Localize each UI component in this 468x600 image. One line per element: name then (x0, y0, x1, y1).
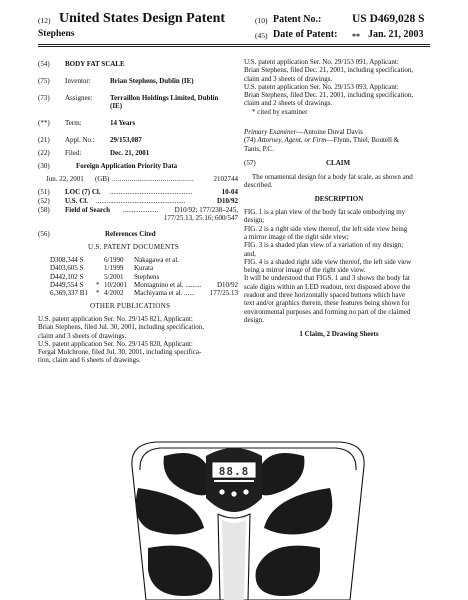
lcd-digits: 88.8 (218, 465, 250, 478)
publication-line: Fergal Mulchrone, filed Jul. 30, 2001, including specifica- (38, 348, 202, 357)
publication-line: U.S. patent application Ser. No. 29/145 820, Applicant: (38, 339, 193, 348)
inventor-surname: Stephens (38, 29, 75, 39)
button-left (219, 489, 225, 495)
filed-label: Filed: (65, 149, 82, 157)
refs-code: (56) (38, 230, 50, 238)
appl-code: (21) (38, 136, 50, 144)
description-line: FIG. 3 is a shaded plan view of a variation of my design; (244, 241, 404, 250)
foreign-date: Jun. 22, 2001 (46, 175, 84, 183)
description-line: design; (244, 216, 265, 225)
attorney-code: (74) (244, 136, 256, 145)
us-doc-name: Machiyama et al. ...... (134, 289, 195, 298)
description-line: a mirror image of the right side view; (244, 232, 349, 241)
term-value: 14 Years (110, 119, 136, 127)
description-line: readout and three horizontally spaced buttons which have (244, 291, 406, 300)
assignee-country: (IE) (110, 102, 123, 111)
description-line: and, (244, 249, 256, 258)
publication-line: U.S. patent application Ser. No. 29/145 821, Applicant: (38, 315, 193, 323)
date-code: (45) (255, 31, 268, 40)
description-line: FIG. 1 is a plan view of the body fat scale embodying my (244, 208, 406, 217)
us-doc-date: 4/2002 (104, 289, 124, 298)
foot-pad-top-left (164, 453, 213, 495)
cited-note: * cited by examiner (252, 107, 308, 116)
us-doc-number: 6,369,337 B1 (50, 289, 88, 298)
us-doc-number: D403,605 S (50, 264, 84, 273)
us-class-label: U.S. Cl. (65, 197, 88, 205)
foreign-heading: Foreign Application Priority Data (76, 162, 178, 170)
us-doc-number: D449,554 S (50, 280, 84, 289)
assignee-value: Terraillon Holdings Limited, Dublin (110, 94, 219, 102)
publication-line: U.S. patent application Ser. No. 29/153 093, Applicant: (244, 82, 399, 91)
examiner-value: —Antoine Duval Davis (296, 127, 363, 136)
us-doc-number: D308,344 S (50, 256, 84, 264)
field-value: D10/92; 177/238–245, (174, 206, 238, 214)
field-label: Field of Search (65, 206, 110, 214)
publication-line: claim and 2 sheets of drawings. (244, 99, 333, 108)
patent-number: US D469,028 S (352, 13, 425, 25)
us-doc-date: 10/2001 (104, 280, 127, 289)
us-class-dots: ................................................... (96, 197, 186, 205)
electrode-right (264, 488, 332, 535)
us-class-value: D10/92 (217, 197, 238, 205)
loc-label: LOC (7) Cl. (65, 188, 101, 196)
us-doc-class: 177/25.13 (209, 289, 238, 298)
assignee-label: Assignee: (65, 94, 93, 102)
us-doc-class: D10/92 (217, 280, 238, 289)
loc-value: 10-04 (221, 188, 238, 196)
refs-heading: References Cited (105, 230, 156, 238)
us-doc-mark: * (96, 289, 100, 298)
us-doc-name: Nakagawa et al. (134, 256, 179, 264)
us-doc-name: Stephens (134, 272, 160, 281)
field-dots: .................... (123, 206, 158, 214)
attorney-label: Attorney, Agent, or Firm (257, 136, 327, 145)
us-doc-name: Montagnino et al. ......... (134, 280, 202, 289)
loc-dots: ............................................... (110, 188, 193, 196)
appl-label: Appl. No.: (65, 136, 95, 144)
publication-line: Brian Stephens, filed Jul. 30, 2001, including specification, (38, 323, 205, 332)
field-value-cont: 177/25.13, 25.16; 600/547 (163, 214, 238, 223)
description-line: text and/or graphics therein, these features being shown for (244, 299, 410, 308)
publication-line: claim and 3 sheets of drawings. (38, 331, 127, 340)
foreign-country: (GB) (95, 175, 110, 183)
patent-title: BODY FAT SCALE (65, 60, 125, 68)
patent-no-code: (10) (255, 16, 268, 25)
publication-line: Brian Stephens, filed Dec. 21, 2001, including specification, (244, 66, 414, 75)
field-code: (58) (38, 206, 50, 214)
us-docs-heading: U.S. PATENT DOCUMENTS (88, 243, 180, 251)
foreign-dots: .......................................... (112, 175, 194, 183)
claim-text-cont: described. (244, 181, 273, 190)
description-line: scale digits within an LED readout, text disposed above the (244, 282, 411, 291)
document-title: United States Design Patent (59, 11, 226, 26)
inventor-value: Brian Stephens, Dublin (IE) (110, 77, 194, 85)
button-center (231, 491, 237, 497)
us-class-code: (52) (38, 197, 50, 205)
examiner-label: Primary Examiner (244, 127, 297, 136)
description-line: FIG. 2 is a right side view thereof, the left side view being (244, 224, 408, 233)
term-code: (**) (38, 119, 50, 127)
claims-count-text: 1 Claim, 2 Drawing Sheets (299, 330, 379, 339)
date-label: Date of Patent: (273, 29, 338, 40)
inventor-label: Inventor: (65, 77, 91, 85)
foot-pad-top-right (256, 453, 305, 495)
assignee-code: (73) (38, 94, 50, 102)
description-line: environmental purposes and forming no part of the claimed (244, 307, 411, 316)
attorney-line-cont: Tanis, P.C. (244, 144, 274, 153)
electrode-left (136, 488, 204, 535)
publication-line: U.S. patent application Ser. No. 29/153 091, Applicant: (244, 58, 399, 66)
filed-value: Dec. 21, 2001 (110, 149, 150, 157)
term-label: Term: (65, 119, 82, 127)
foot-pad-bottom-right (256, 546, 320, 596)
us-doc-number: D442,102 S (50, 272, 84, 281)
publication-line: claim and 3 sheets of drawings. (244, 74, 333, 83)
inventor-code: (75) (38, 77, 50, 85)
center-column-shade (222, 520, 246, 600)
other-pubs-heading: OTHER PUBLICATIONS (90, 302, 171, 310)
patent-date: Jan. 21, 2003 (368, 29, 424, 40)
claim-code: (57) (244, 158, 256, 167)
description-line: design. (244, 315, 265, 324)
patent-no-label: Patent No.: (273, 14, 322, 25)
us-doc-mark: * (96, 280, 100, 289)
publication-line: Brian Stephens, filed Dec. 21, 2001, including specification, (244, 91, 414, 100)
us-doc-name: Kurata (134, 264, 154, 273)
claim-heading: CLAIM (326, 158, 351, 167)
attorney-value: —Flynn, Thiel, Boutell & (326, 136, 400, 145)
pub-kind-code: (12) (38, 16, 51, 25)
appl-value: 29/153,087 (110, 136, 142, 144)
us-doc-date: 1/1999 (104, 264, 124, 273)
description-line: It will be understood that FIGS. 1 and 3 shows the body fat (244, 274, 410, 283)
us-doc-date: 5/2001 (104, 272, 124, 281)
description-line: FIG. 4 is a shaded right side view thereof, the left side view (244, 257, 412, 266)
foreign-number: 2102744 (213, 175, 238, 183)
title-code: (54) (38, 60, 50, 68)
button-right (243, 489, 249, 495)
date-mark: ** (352, 32, 360, 41)
publication-line: tion, claim and 6 sheets of drawings. (38, 356, 141, 365)
filed-code: (22) (38, 149, 50, 157)
loc-code: (51) (38, 188, 50, 196)
us-doc-date: 6/1990 (104, 256, 124, 264)
foot-pad-bottom-left (148, 546, 212, 596)
claim-text: The ornamental design for a body fat scale, as shown and (252, 172, 413, 181)
description-heading-text: DESCRIPTION (314, 195, 364, 204)
lcd-subline (214, 480, 254, 482)
description-line: being a mirror image of the right side view. (244, 266, 366, 275)
foreign-code: (30) (38, 162, 50, 170)
